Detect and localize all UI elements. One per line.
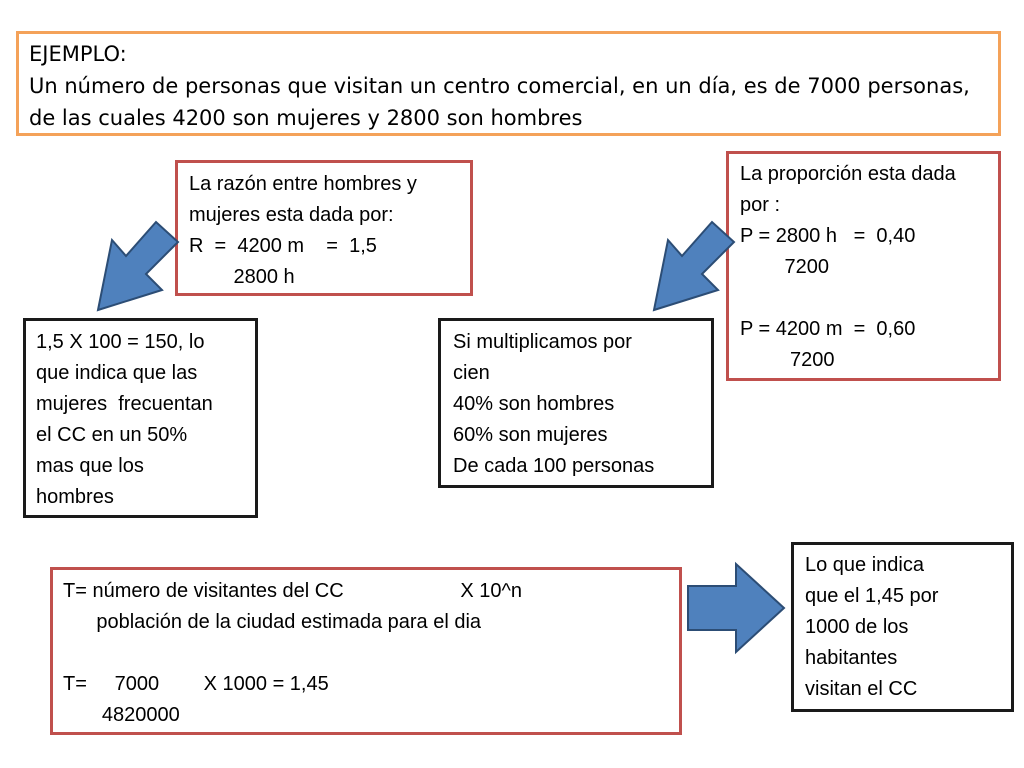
arrow-right-icon	[684, 560, 788, 656]
proportion-line: 7200	[740, 256, 829, 278]
proportion-line: La proporción esta dada	[740, 163, 956, 185]
conclusion-box	[791, 542, 1014, 712]
formula-line: población de la ciudad estimada para el dia	[63, 611, 482, 633]
example-heading: EJEMPLO:	[29, 42, 127, 66]
arrow-down-left-icon	[88, 218, 182, 318]
proportion-line: P = 4200 m = 0,60	[740, 318, 916, 340]
proportion-line	[740, 283, 998, 314]
ratio-box	[175, 160, 473, 296]
percent150-line: mas que los	[36, 455, 144, 477]
example-statement: Un número de personas que visitan un centro comercial, en un día, es de 7000 personas, de las cuales 4200 son mujeres y 2800 son hombres	[29, 74, 970, 130]
formula-line: 4820000	[63, 704, 180, 726]
percent150-line: hombres	[36, 486, 114, 508]
percent150-line: mujeres frecuentan	[36, 393, 213, 415]
percent150-line: el CC en un 50%	[36, 424, 188, 446]
conclusion-line: habitantes	[805, 647, 898, 669]
formula-line	[63, 638, 679, 669]
percent-line: 60% son mujeres	[453, 424, 608, 446]
proportion-line: P = 2800 h = 0,40	[740, 225, 916, 247]
percent-line: cien	[453, 362, 490, 384]
percent150-box	[23, 318, 258, 518]
ratio-line: 2800 h	[189, 266, 295, 288]
example-box	[16, 31, 1001, 136]
percent150-line: que indica que las	[36, 362, 198, 384]
formula-box	[50, 567, 682, 735]
arrow-down-left-icon	[644, 218, 738, 318]
conclusion-line: que el 1,45 por	[805, 585, 939, 607]
percent-line: De cada 100 personas	[453, 455, 655, 477]
proportion-box	[726, 151, 1001, 381]
proportion-line: por :	[740, 194, 781, 216]
ratio-line: mujeres esta dada por:	[189, 204, 394, 226]
conclusion-line: Lo que indica	[805, 554, 924, 576]
proportion-line: 7200	[740, 349, 835, 371]
percent-line: Si multiplicamos por	[453, 331, 632, 353]
ratio-line: La razón entre hombres y	[189, 173, 417, 195]
formula-line: T= 7000 X 1000 = 1,45	[63, 673, 329, 695]
conclusion-line: visitan el CC	[805, 678, 918, 700]
percent150-line: 1,5 X 100 = 150, lo	[36, 331, 205, 353]
percent-box	[438, 318, 714, 488]
percent-line: 40% son hombres	[453, 393, 615, 415]
ratio-line: R = 4200 m = 1,5	[189, 235, 377, 257]
conclusion-line: 1000 de los	[805, 616, 909, 638]
formula-line: T= número de visitantes del CC X 10^n	[63, 580, 523, 602]
